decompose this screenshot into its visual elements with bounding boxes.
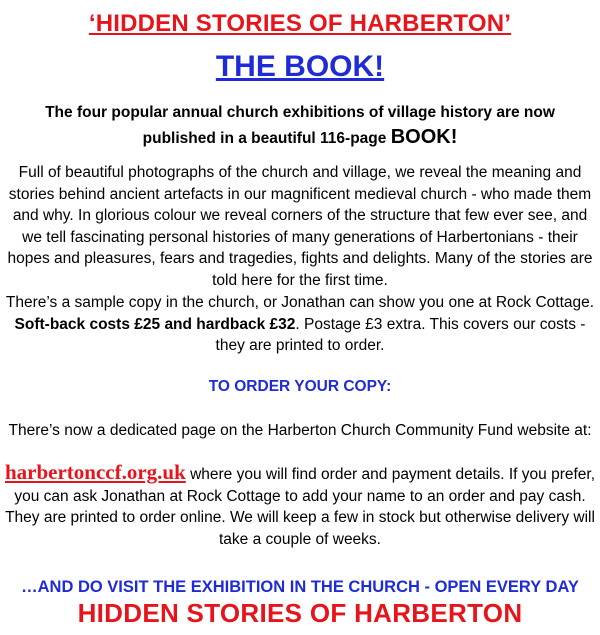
- visit-banner: …AND DO VISIT THE EXHIBITION IN THE CHURCH - OPEN EVERY DAY: [21, 578, 579, 596]
- intro-text: The four popular annual church exhibitions of village history are now published in a beautiful 116-page: [45, 104, 555, 147]
- order-heading: TO ORDER YOUR COPY:: [208, 378, 392, 395]
- pricing-bold: Soft-back costs £25 and hardback £32: [14, 315, 296, 333]
- website-link[interactable]: harbertonccf.org.uk: [4, 460, 186, 484]
- document-subtitle: THE BOOK!: [215, 50, 385, 83]
- pricing-paragraph: [4, 292, 596, 357]
- order-details-text: where you will find order and payment details. If you prefer, you can ask Jonathan at Rock Cottage to add your name to an order and pay cash. They are printed to order online. We will keep a few in stock but otherwise delivery will take a couple of weeks.: [5, 466, 596, 548]
- intro-emphasis: BOOK!: [390, 126, 458, 148]
- pricing-text-start: There’s a sample copy in the church, or Jonathan can show you one at Rock Cottage.: [5, 294, 595, 311]
- closing-title: HIDDEN STORIES OF HARBERTON: [77, 598, 523, 628]
- intro-paragraph: [10, 100, 590, 151]
- document-title: ‘HIDDEN STORIES OF HARBERTON’: [88, 10, 512, 37]
- pricing-text-end: . Postage £3 extra. This covers our costs - they are printed to order.: [215, 315, 586, 354]
- website-intro-paragraph: There’s now a dedicated page on the Harberton Church Community Fund website at:: [8, 422, 592, 439]
- description-paragraph: Full of beautiful photographs of the church and village, we reveal the meaning and stories behind ancient artefacts in our magnificent medieval church - who made them and why. In glorious colour we reveal corners of the structure that few ever see, and we tell fascinating personal histories of many generations of Harbertonians - their hopes and pleasures, fears and tragedies, fights and delights. Many of the stories are told here for the first time.: [7, 164, 593, 289]
- order-details-paragraph: [4, 462, 596, 550]
